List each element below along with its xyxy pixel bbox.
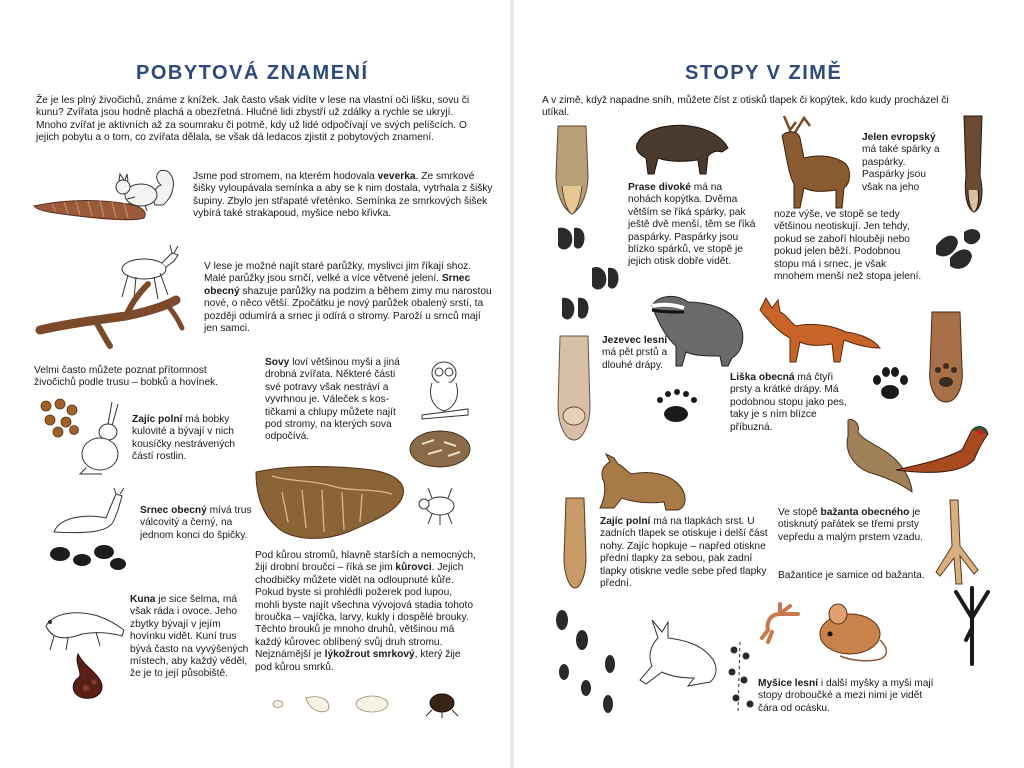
spruce-cone-core-illustration	[32, 190, 152, 230]
bark-beetle-galleries-illustration	[252, 462, 410, 544]
bark-beetle-paragraph: Pod kůrou stromů, hlavně starších a nemocných, žijí drobní broučci – říká se jim kůrovci. Jejich chodbičky můžete vidět na odloupnuté kůře. Pokud byste si prohlédli požerek pod lupou, mohli byste najít všechna vývojová stadia tohoto broučka – vajíčka, larvy, kukly i dospělé brouky. Těchto brouků je mnoho druhů, většinou má každý kůrovec oblíbený svůj druh stromu. Nejznámější je lýkožrout smrkový, který žije pod kůrou smrků.	[255, 550, 476, 673]
pheasant-foot-illustration	[930, 500, 986, 586]
red-fox-paragraph: Liška obecná má čtyři prsty a krátké drápy. Má podobnou stopu jako pes, taky je s ním blízce příbuzná.	[730, 372, 847, 433]
right-page	[512, 0, 1024, 768]
pheasant-track-illustration	[952, 588, 992, 664]
roe-deer-droppings-illustration	[48, 540, 128, 572]
wood-mouse-illustration	[810, 600, 890, 662]
marten-droppings-illustration	[64, 648, 119, 703]
boar-hoof-illustration	[552, 126, 592, 218]
owl-paragraph: Sovy loví většinou myši a jiná drobná zvířata. Některé části své potravy však nestráví a vyvrhnou je. Váleček s kostičkami a chlupy můžete najít pod stromy, na kterých sova odpočívá.	[265, 357, 400, 443]
mouse-tracks-illustration	[724, 642, 762, 712]
red-deer-paragraph-continued: noze výše, ve stopě se tedy většinou neotiskují. Jen tehdy, pokud se zaboří hlouběji nebo pokud jelen běží. Podobnou stopu má i srnec, je však mnohem menší než stopa jelení.	[774, 209, 922, 283]
pheasant-paragraph: Ve stopě bažanta obecného je otisknutý pařátek se třemi prsty vepředu a malým prstem vzadu.	[778, 507, 923, 543]
hare-running-sketch	[634, 618, 724, 690]
squirrel-paragraph: Jsme pod stromem, na kterém hodovala veverka. Ze smrkové šišky vyloupávala semínka a aby se k nim dostala, vytrhala z šišky šupiny. Zbylo jen střapaté vřeténko. Semínka ze smrkových šišek vybírá také strakapoud, myšice nebo křivka.	[193, 171, 493, 220]
pheasant-note: Bažantice je samice od bažanta.	[778, 570, 925, 581]
hare-sketch	[72, 398, 130, 476]
red-fox-illustration	[756, 296, 882, 366]
wild-boar-illustration	[628, 118, 730, 178]
left-page-title: POBYTOVÁ ZNAMENÍ	[136, 62, 369, 84]
badger-paragraph: Jezevec lesní má pět prstů a dlouhé drápy.	[602, 335, 668, 371]
red-deer-paragraph: Jelen evropský má také spárky a paspárky. Paspárky jsou však na jeho	[862, 132, 940, 193]
right-intro-paragraph: A v zimě, když napadne sníh, můžete číst z otisků tlapek či kopýtek, kdo kudy procházel či utíkal.	[542, 95, 949, 119]
boar-tracks-illustration	[552, 224, 632, 328]
hare-droppings-paragraph: Zajíc polní má bobky kulovité a bývají v nich kousíčky nestrávených částí rostlin.	[132, 414, 236, 463]
antler-illustration	[36, 280, 186, 350]
hare-tracks-illustration	[552, 604, 630, 720]
roe-deer-droppings-paragraph: Srnec obecný mívá trus válcovitý a černý, na jednom konci do špičky.	[140, 505, 252, 541]
red-deer-tracks-illustration	[930, 226, 988, 286]
red-deer-stag-illustration	[764, 112, 856, 210]
hare-illustration	[592, 452, 692, 512]
marten-sketch	[38, 600, 126, 652]
hare-paw-illustration	[560, 498, 590, 590]
right-page-title: STOPY V ZIMĚ	[685, 62, 843, 84]
badger-paw-illustration	[552, 336, 596, 442]
red-deer-leg-illustration	[958, 116, 988, 214]
roe-deer-resting-sketch	[48, 488, 130, 538]
owl-sketch	[420, 355, 470, 421]
droppings-intro: Velmi často můžete poznat přítomnost živočichů podle trusu – bobků a hovínek.	[34, 365, 219, 389]
bark-beetle-sketch	[412, 486, 464, 526]
hare-tracks-paragraph: Zajíc polní má na tlapkách srst. U zadních tlapek se otiskuje i delší část nohy. Zajíc hopkuje – napřed otiskne přední tlapky za sebou, pak zadní tlapky otiskne vedle sebe před tlapky přední.	[600, 516, 768, 590]
red-fox-tracks-illustration	[868, 364, 912, 404]
bark-beetle-life-stages-illustration	[268, 688, 468, 718]
wild-boar-paragraph: Prase divoké má na nohách kopýtka. Dvěma větším se říká spárky, pak ještě dvě menší, těm se říká paspárky. Paspárky jsou blízko spárků, ve stopě je jejich otisk dobře vidět.	[628, 182, 756, 268]
pheasant-cock-illustration	[892, 420, 992, 482]
marten-paragraph: Kuna je sice šelma, má však ráda i ovoce. Jeho zbytky bývají v jejím hovínku vidět. Kuní trus bývá často na vyvýšených místech, aby každý věděl, že je to její působiště.	[130, 594, 249, 680]
mouse-paw-illustration	[758, 600, 804, 644]
red-fox-paw-illustration	[924, 312, 968, 404]
badger-tracks-illustration	[652, 386, 702, 426]
antler-paragraph: V lese je možné najít staré parůžky, myslivci jim říkají shoz. Malé parůžky jsou srnčí, velké a více větvené jelení. Srnec obecný shazuje parůžky na podzim a během zimy mu narostou nové, o něco větší. Zpočátku je nový parůžek obalený srstí, ta později odumírá a srnec ji odírá o stromy. Paroží u srnců mají jen samci.	[204, 261, 492, 335]
wood-mouse-paragraph: Myšice lesní i další myšky a myši mají stopy droboučké a mezi nimi je vidět čára od ocásku.	[758, 678, 934, 714]
owl-pellet-illustration	[408, 428, 472, 470]
left-intro-paragraph: Že je les plný živočichů, známe z knížek. Jak často však vidíte v lese na vlastní oči lišku, sovu či kunu? Zvířata jsou hodně plachá a obezřetná. Hlučné lidi zbystří už zdálky a rychle se ukryjí. Mnoho zvířat je aktivních až za soumraku či potmě, kdy už lidé odpočívají ve svých pelíšcích. O jejich pobytu a o tom, co zvířata dělala, se však dá ledacos zjistit z pobytových znamení.	[36, 95, 470, 144]
